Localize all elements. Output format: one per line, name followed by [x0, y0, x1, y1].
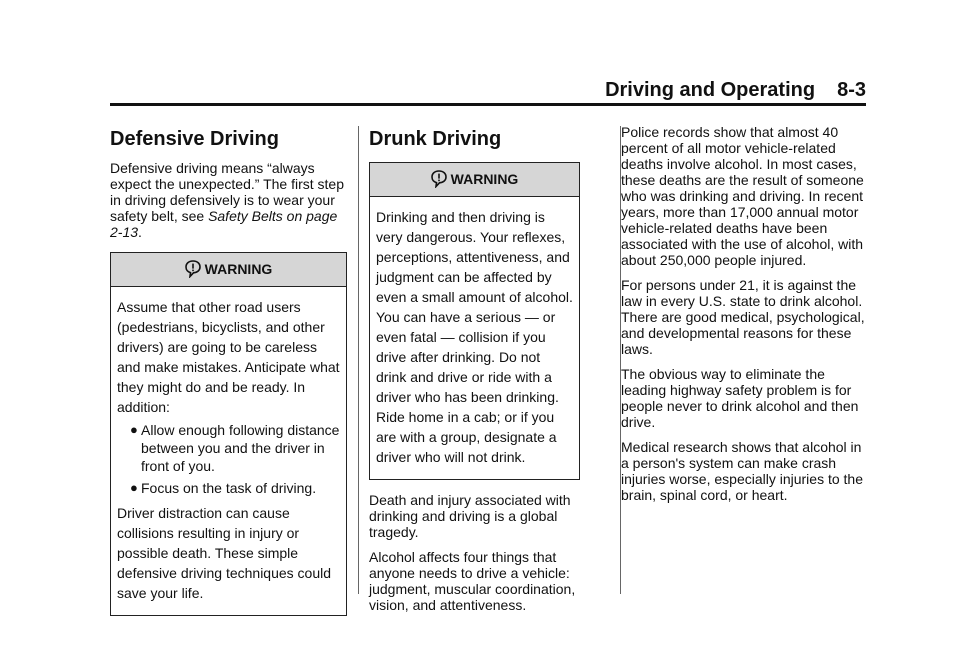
- safety-belts-xref: Safety Belts on page 2-13: [110, 208, 338, 240]
- drunk-driving-heading: Drunk Driving: [369, 128, 502, 150]
- drunk-paragraph-1: Death and injury associated with drinking and driving is a global tragedy.: [369, 492, 571, 540]
- police-records-paragraph: Police records show that almost 40 percent of all motor vehicle-related deaths involve alcohol. In most cases, these deaths are the result of someone who was drinking and driving. In recent years, more than 17,000 annual motor vehicle-related deaths have been associated with the use of alcohol, with about 250,000 people injured.: [621, 124, 864, 268]
- warning-balloon-icon: [431, 170, 447, 188]
- warning-balloon-icon: [185, 260, 201, 278]
- warning-header: [111, 253, 346, 287]
- eliminate-problem-paragraph: The obvious way to eliminate the leading highway safety problem is for people never to drink alcohol and then drive.: [621, 366, 859, 430]
- defensive-driving-heading: Defensive Driving: [110, 128, 279, 150]
- page-number: 8-3: [837, 79, 866, 101]
- column-2: [369, 128, 580, 622]
- warning-bullets: [117, 421, 340, 497]
- page-header: [110, 78, 866, 102]
- bullet-dot-icon: ●: [130, 480, 138, 495]
- warning-paragraph-1: Assume that other road users (pedestrians, bicyclists, and other drivers) are going to be careless and make mistakes. Anticipate what they might do and be ready. In addition:: [117, 299, 340, 415]
- defensive-intro: Defensive driving means “always expect the unexpected.” The first step in driving defensively is to wear your safety belt, see Safety Belts on page 2-13.: [110, 160, 344, 240]
- defensive-warning-box: [110, 252, 347, 616]
- drunk-warning-box: [369, 162, 580, 480]
- medical-research-paragraph: Medical research shows that alcohol in a person's system can make crash injuries worse, especially injuries to the brain, spinal cord, or heart.: [621, 439, 863, 503]
- column-divider-1: [358, 126, 359, 594]
- header-rule: [110, 103, 866, 106]
- warning-body: [111, 287, 346, 615]
- warning-body: [370, 197, 579, 479]
- drunk-paragraph-2: Alcohol affects four things that anyone needs to drive a vehicle: judgment, muscular coordination, vision, and attentiveness.: [369, 549, 576, 613]
- warning-header: [370, 163, 579, 197]
- column-1: [110, 128, 347, 616]
- warning-paragraph: Drinking and then driving is very dangerous. Your reflexes, perceptions, attentiveness, and judgment can be affected by even a small amount of alcohol. You can have a serious — or even fatal — collision if you drive after drinking. Do not drink and drive or ride with a driver who has been drinking. Ride home in a cab; or if you are with a group, designate a driver who will not drink.: [376, 209, 573, 465]
- section-title: Driving and Operating: [605, 79, 816, 101]
- warning-paragraph-2: Driver distraction can cause collisions resulting in injury or possible death. These simple defensive driving techniques could save your life.: [117, 505, 332, 601]
- under-21-paragraph: For persons under 21, it is against the law in every U.S. state to drink alcohol. There are good medical, psychological, and developmental reasons for these laws.: [621, 277, 865, 357]
- column-3: [621, 124, 866, 512]
- bullet-dot-icon: ●: [130, 422, 138, 437]
- warning-label: WARNING: [204, 261, 273, 277]
- list-item: ● Allow enough following distance between you and the driver in front of you.: [130, 422, 340, 474]
- list-item: ● Focus on the task of driving.: [130, 480, 317, 496]
- warning-label: WARNING: [450, 171, 519, 187]
